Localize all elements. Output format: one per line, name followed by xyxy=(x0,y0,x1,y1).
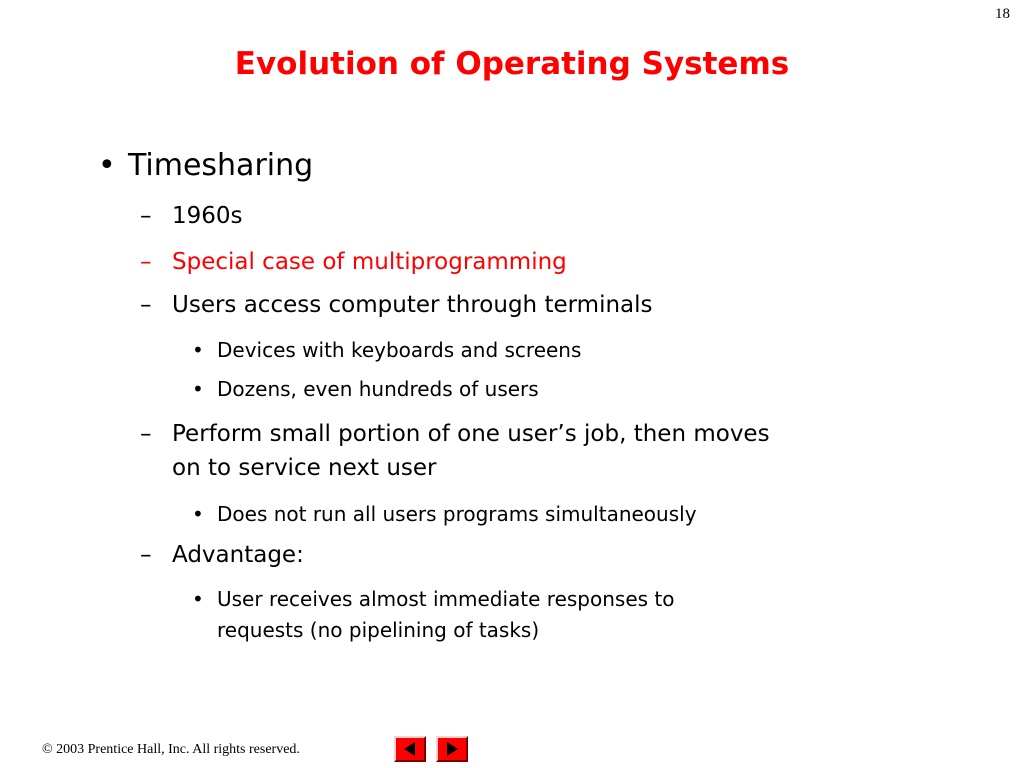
slide-title: Evolution of Operating Systems xyxy=(234,46,790,82)
bullet-marker: • xyxy=(192,338,204,362)
bullet-text: Does not run all users programs simultaneously xyxy=(217,502,697,526)
previous-slide-button[interactable] xyxy=(394,736,426,762)
triangle-left-icon xyxy=(396,738,424,760)
bullet-text: Dozens, even hundreds of users xyxy=(217,377,539,401)
bullet-text: Devices with keyboards and screens xyxy=(217,338,582,362)
copyright-footer: © 2003 Prentice Hall, Inc. All rights reserved. xyxy=(42,742,300,757)
bullet-text: Users access computer through terminals xyxy=(172,292,653,318)
bullet-text: 1960s xyxy=(172,203,243,229)
bullet-text-continuation: on to service next user xyxy=(172,455,437,481)
bullet-marker: • xyxy=(192,377,204,401)
bullet-text: Timesharing xyxy=(128,148,314,183)
dash-marker: – xyxy=(140,249,152,275)
dash-marker: – xyxy=(140,542,152,568)
bullet-text: Advantage: xyxy=(172,542,304,568)
triangle-right-icon xyxy=(438,738,466,760)
dash-marker: – xyxy=(140,421,152,447)
bullet-text: User receives almost immediate responses to xyxy=(217,587,675,611)
bullet-text: Special case of multiprogramming xyxy=(172,249,567,275)
bullet-text: Perform small portion of one user’s job, then moves xyxy=(172,421,770,447)
next-slide-button[interactable] xyxy=(436,736,468,762)
bullet-marker: • xyxy=(192,587,204,611)
bullet-text-continuation: requests (no pipelining of tasks) xyxy=(217,618,540,642)
dash-marker: – xyxy=(140,203,152,229)
page-number: 18 xyxy=(995,6,1010,22)
bullet-marker: • xyxy=(192,502,204,526)
bullet-marker: • xyxy=(98,148,116,183)
dash-marker: – xyxy=(140,292,152,318)
